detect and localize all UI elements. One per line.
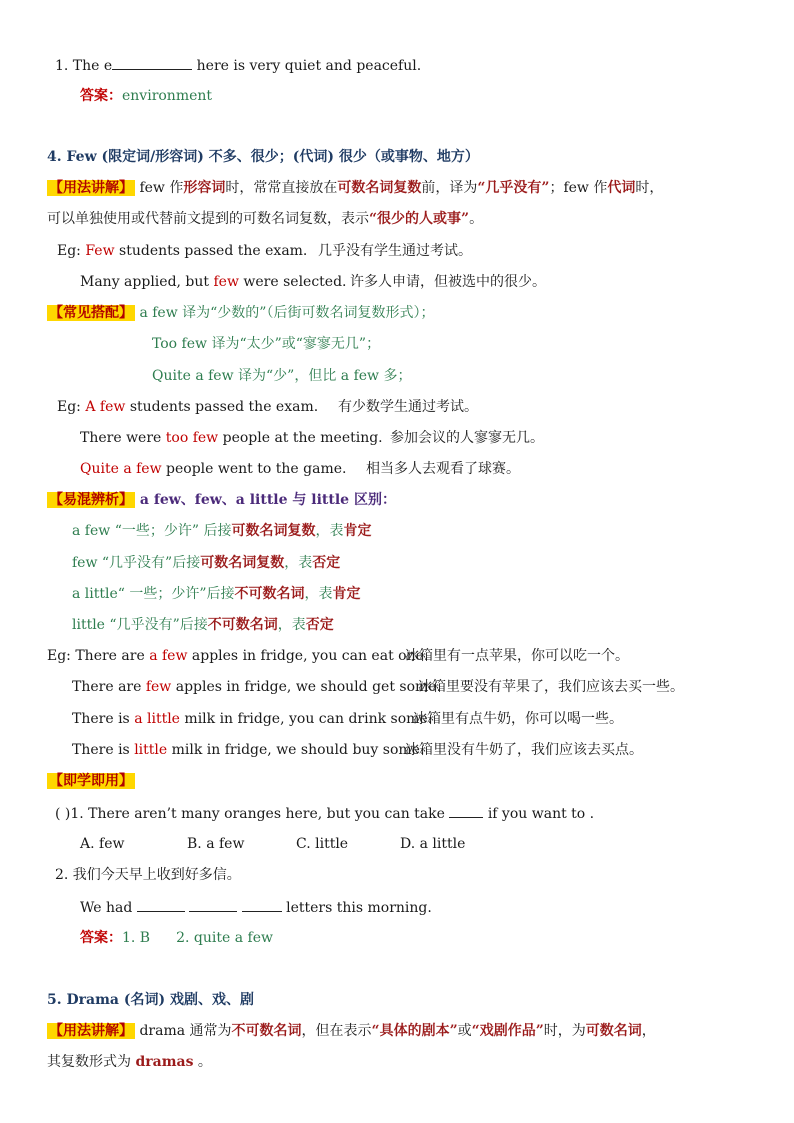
answer-label: 答案： xyxy=(80,88,122,104)
text: ( )1. There aren’t many oranges here, but you can take xyxy=(55,806,450,822)
text: Eg: xyxy=(57,243,86,259)
highlight: little xyxy=(134,742,168,758)
text: 其复数形式为 xyxy=(47,1054,136,1070)
section-heading-5: 5. Drama (名词) 戏剧、戏、剧 xyxy=(47,992,254,1008)
distinction-4 xyxy=(72,615,334,635)
collocation-line-3: Quite a few 译为“少”，但比 a few 多； xyxy=(152,368,412,384)
text: 时， xyxy=(635,180,664,196)
example-8 xyxy=(72,709,432,729)
highlight: few xyxy=(213,274,239,290)
drama-usage-line-1 xyxy=(47,1021,656,1041)
option-b[interactable]: B. a few xyxy=(187,836,245,852)
keyword: 可数名词复数 xyxy=(200,555,285,571)
text: ，表 xyxy=(304,586,333,602)
highlight: A few xyxy=(85,399,126,415)
text: 可以单独使用或代替前文提到的可数名词复数，表示 xyxy=(47,211,369,227)
text: students passed the exam. xyxy=(125,399,319,415)
practice-heading xyxy=(47,771,135,791)
keyword: 可数名词复数 xyxy=(231,523,316,539)
highlight: Quite a few xyxy=(80,461,162,477)
answer-blank[interactable] xyxy=(112,55,192,70)
keyword: dramas xyxy=(135,1054,194,1070)
collocation-line-1 xyxy=(47,303,434,323)
text: were selected. xyxy=(238,274,347,290)
fill-question-1 xyxy=(55,55,421,76)
text: There is xyxy=(72,711,135,727)
example-1-cn: 几乎没有学生通过考试。 xyxy=(318,243,472,259)
option-d[interactable]: D. a little xyxy=(400,836,466,852)
text: ， xyxy=(641,1023,656,1039)
example-5-cn: 相当多人去观看了球赛。 xyxy=(366,461,520,477)
distinction-1 xyxy=(72,521,371,541)
answer-blank[interactable] xyxy=(242,897,282,912)
answer-line-1 xyxy=(80,86,212,106)
confusion-tag: 【易混辨析】 xyxy=(49,492,133,508)
example-3-cn: 有少数学生通过考试。 xyxy=(338,399,478,415)
confusion-heading xyxy=(47,490,396,510)
example-8-cn: 冰箱里有点牛奶，你可以喝一些。 xyxy=(413,711,623,727)
answer-value: environment xyxy=(122,88,213,104)
text: milk in fridge, you can drink some. xyxy=(179,711,433,727)
keyword: “几乎没有” xyxy=(477,180,550,196)
keyword: “具体的剧本” xyxy=(371,1023,458,1039)
answer-value: 2. quite a few xyxy=(176,930,273,946)
text: There are xyxy=(72,679,146,695)
text: There were xyxy=(80,430,166,446)
practice-question-2-en xyxy=(80,897,432,918)
text: Eg: xyxy=(57,399,86,415)
keyword: 肯定 xyxy=(332,586,361,602)
text: few “几乎没有”后接 xyxy=(72,555,201,571)
text: little “几乎没有”后接 xyxy=(72,617,208,633)
keyword: 可数名词 xyxy=(585,1023,642,1039)
text: 前，译为 xyxy=(421,180,478,196)
text: ，表 xyxy=(315,523,344,539)
text: We had xyxy=(80,900,137,916)
answer-value: 1. B xyxy=(122,930,151,946)
practice-question-2: 2. 我们今天早上收到好多信。 xyxy=(55,867,241,883)
keyword: “戏剧作品” xyxy=(471,1023,544,1039)
collocation-text: a few 译为“少数的”（后街可数名词复数形式）； xyxy=(135,305,435,321)
collocation-tag: 【常见搭配】 xyxy=(49,305,133,321)
answer-blank[interactable] xyxy=(189,897,237,912)
text: letters this morning. xyxy=(281,900,432,916)
question-number: 1. The e xyxy=(55,58,113,74)
text: 。 xyxy=(469,211,484,227)
text: Many applied, but xyxy=(80,274,214,290)
example-9-cn: 冰箱里没有牛奶了，我们应该去买点。 xyxy=(405,742,643,758)
usage-line-2 xyxy=(47,209,483,229)
practice-tag: 【即学即用】 xyxy=(49,773,133,789)
highlight: Few xyxy=(85,243,115,259)
text: apples in fridge, you can eat one. xyxy=(187,648,429,664)
example-3 xyxy=(57,397,318,417)
keyword: 不可数名词 xyxy=(207,617,278,633)
example-2 xyxy=(80,272,347,292)
example-2-cn: 许多人申请，但被选中的很少。 xyxy=(350,274,546,290)
distinction-2 xyxy=(72,553,340,573)
text: students passed the exam. xyxy=(114,243,308,259)
distinction-3 xyxy=(72,584,361,604)
keyword: 否定 xyxy=(312,555,341,571)
text: ，表 xyxy=(284,555,313,571)
text: ，表 xyxy=(277,617,306,633)
example-7-cn: 冰箱里要没有苹果了，我们应该去买一些。 xyxy=(418,679,684,695)
usage-tag: 【用法讲解】 xyxy=(49,180,133,196)
option-a[interactable]: A. few xyxy=(80,836,125,852)
usage-tag: 【用法讲解】 xyxy=(49,1023,133,1039)
usage-line-1 xyxy=(47,178,663,198)
text: drama 通常为 xyxy=(135,1023,232,1039)
example-9 xyxy=(72,740,424,760)
example-4-cn: 参加会议的人寥寥无几。 xyxy=(390,430,544,446)
text: a few “一些；少许” 后接 xyxy=(72,523,232,539)
text: There is xyxy=(72,742,135,758)
highlight: too few xyxy=(165,430,219,446)
text: 时，为 xyxy=(543,1023,586,1039)
question-text: here is very quiet and peaceful. xyxy=(192,58,422,74)
keyword: 形容词 xyxy=(183,180,226,196)
text: Eg: There are xyxy=(47,648,150,664)
text: people went to the game. xyxy=(161,461,347,477)
keyword: “很少的人或事” xyxy=(369,211,470,227)
answer-blank[interactable] xyxy=(449,803,483,818)
example-4 xyxy=(80,428,383,448)
text: few 作 xyxy=(135,180,184,196)
highlight: a little xyxy=(134,711,180,727)
example-6 xyxy=(47,646,428,666)
text: apples in fridge, we should get some. xyxy=(171,679,442,695)
text: 或 xyxy=(457,1023,472,1039)
keyword: 可数名词复数 xyxy=(337,180,422,196)
keyword: 不可数名词 xyxy=(231,1023,302,1039)
text: if you want to . xyxy=(483,806,595,822)
text: ，但在表示 xyxy=(301,1023,372,1039)
text: 。 xyxy=(193,1054,212,1070)
answer-line-2 xyxy=(80,928,273,948)
highlight: a few xyxy=(149,648,188,664)
keyword: 不可数名词 xyxy=(234,586,305,602)
text: milk in fridge, we should buy some. xyxy=(167,742,425,758)
highlight: few xyxy=(145,679,172,695)
example-6-cn: 冰箱里有一点苹果，你可以吃一个。 xyxy=(405,648,629,664)
practice-question-1 xyxy=(55,803,594,824)
answer-label: 答案： xyxy=(80,930,122,946)
text: ；few 作 xyxy=(549,180,608,196)
text: a little“ 一些；少许”后接 xyxy=(72,586,235,602)
option-c[interactable]: C. little xyxy=(296,836,349,852)
drama-usage-line-2 xyxy=(47,1052,212,1072)
answer-blank[interactable] xyxy=(137,897,185,912)
keyword: 代词 xyxy=(607,180,636,196)
example-7 xyxy=(72,677,441,697)
example-1 xyxy=(57,241,307,261)
confusion-title: a few、few、a little 与 little 区别： xyxy=(135,492,396,508)
keyword: 肯定 xyxy=(343,523,372,539)
text: 时，常常直接放在 xyxy=(225,180,338,196)
text: people at the meeting. xyxy=(218,430,383,446)
example-5 xyxy=(80,459,346,479)
keyword: 否定 xyxy=(305,617,334,633)
section-heading-4: 4. Few (限定词/形容词) 不多、很少；(代词) 很少（或事物、地方） xyxy=(47,149,479,165)
collocation-line-2: Too few 译为“太少”或“寥寥无几”； xyxy=(152,336,381,352)
